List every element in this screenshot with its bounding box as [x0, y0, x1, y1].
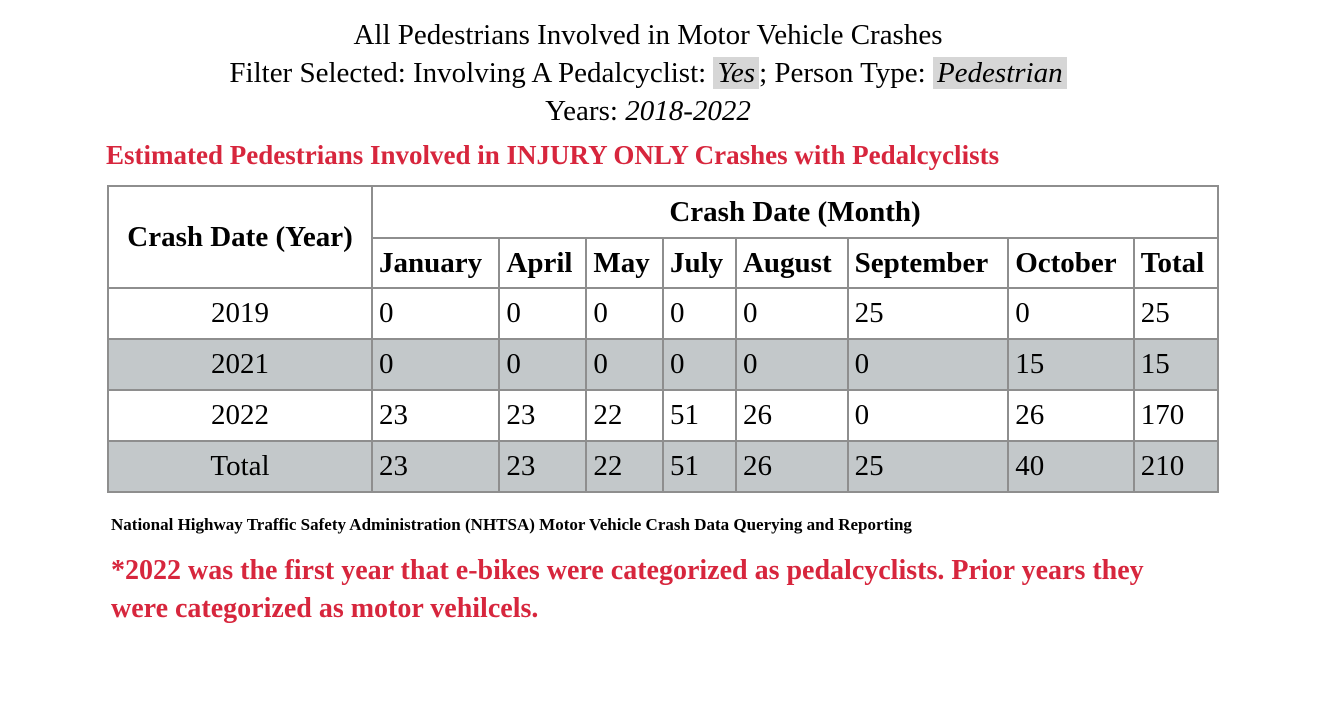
table-cell: 0 — [736, 339, 848, 390]
table-cell: 0 — [848, 339, 1009, 390]
table-cell: 0 — [586, 339, 663, 390]
table-cell: 15 — [1134, 339, 1218, 390]
month-group-header: Crash Date (Month) — [372, 186, 1218, 238]
years-line — [0, 92, 1296, 130]
filter-person-type-label: ; Person Type: — [759, 57, 933, 89]
table-cell: 15 — [1008, 339, 1134, 390]
table-cell: 26 — [736, 390, 848, 441]
table-cell: 0 — [586, 288, 663, 339]
table-cell: 25 — [848, 441, 1009, 492]
report-header — [0, 16, 1296, 130]
column-header: May — [586, 238, 663, 288]
table-cell: 23 — [372, 390, 499, 441]
row-label: Total — [108, 441, 372, 492]
years-value: 2018-2022 — [625, 95, 751, 127]
table-cell: 0 — [499, 288, 586, 339]
table-cell: 0 — [848, 390, 1009, 441]
table-cell: 0 — [1008, 288, 1134, 339]
report-title: All Pedestrians Involved in Motor Vehicle Crashes — [353, 19, 943, 51]
row-label: 2022 — [108, 390, 372, 441]
table-cell: 40 — [1008, 441, 1134, 492]
table-row — [108, 441, 1218, 492]
column-header: October — [1008, 238, 1134, 288]
source-credit: National Highway Traffic Safety Administration (NHTSA) Motor Vehicle Crash Data Querying and Reporting — [111, 515, 912, 534]
column-header: September — [848, 238, 1009, 288]
table-cell: 23 — [499, 390, 586, 441]
table-cell: 26 — [736, 441, 848, 492]
table-cell: 26 — [1008, 390, 1134, 441]
table-cell: 0 — [372, 339, 499, 390]
row-label: 2021 — [108, 339, 372, 390]
column-header: January — [372, 238, 499, 288]
table-row — [108, 390, 1218, 441]
table-subtitle: Estimated Pedestrians Involved in INJURY ONLY Crashes with Pedalcyclists — [106, 140, 1000, 170]
column-header: July — [663, 238, 736, 288]
table-body — [108, 288, 1218, 492]
table-row — [108, 339, 1218, 390]
table-cell: 0 — [499, 339, 586, 390]
table-cell: 0 — [372, 288, 499, 339]
table-cell: 0 — [663, 288, 736, 339]
table-cell: 51 — [663, 441, 736, 492]
table-cell: 22 — [586, 390, 663, 441]
table-cell: 25 — [848, 288, 1009, 339]
table-cell: 23 — [372, 441, 499, 492]
filter-pedalcyclist-value: Yes — [713, 57, 759, 89]
filter-prefix: Filter Selected: Involving A Pedalcyclist: — [229, 57, 714, 89]
footnote: *2022 was the first year that e-bikes were categorized as pedalcyclists. Prior years they were categorized as motor vehilcels. — [111, 555, 1144, 624]
column-header: April — [499, 238, 586, 288]
years-label: Years: — [545, 95, 626, 127]
table-row — [108, 288, 1218, 339]
row-header: Crash Date (Year) — [108, 186, 372, 288]
table-cell: 0 — [663, 339, 736, 390]
table-cell: 51 — [663, 390, 736, 441]
crash-table — [107, 185, 1219, 493]
column-header: August — [736, 238, 848, 288]
table-cell: 25 — [1134, 288, 1218, 339]
filter-person-type-value: Pedestrian — [933, 57, 1067, 89]
table-cell: 22 — [586, 441, 663, 492]
table-cell: 210 — [1134, 441, 1218, 492]
filter-line — [0, 54, 1296, 92]
table-cell: 0 — [736, 288, 848, 339]
column-header: Total — [1134, 238, 1218, 288]
table-cell: 23 — [499, 441, 586, 492]
table-cell: 170 — [1134, 390, 1218, 441]
row-label: 2019 — [108, 288, 372, 339]
